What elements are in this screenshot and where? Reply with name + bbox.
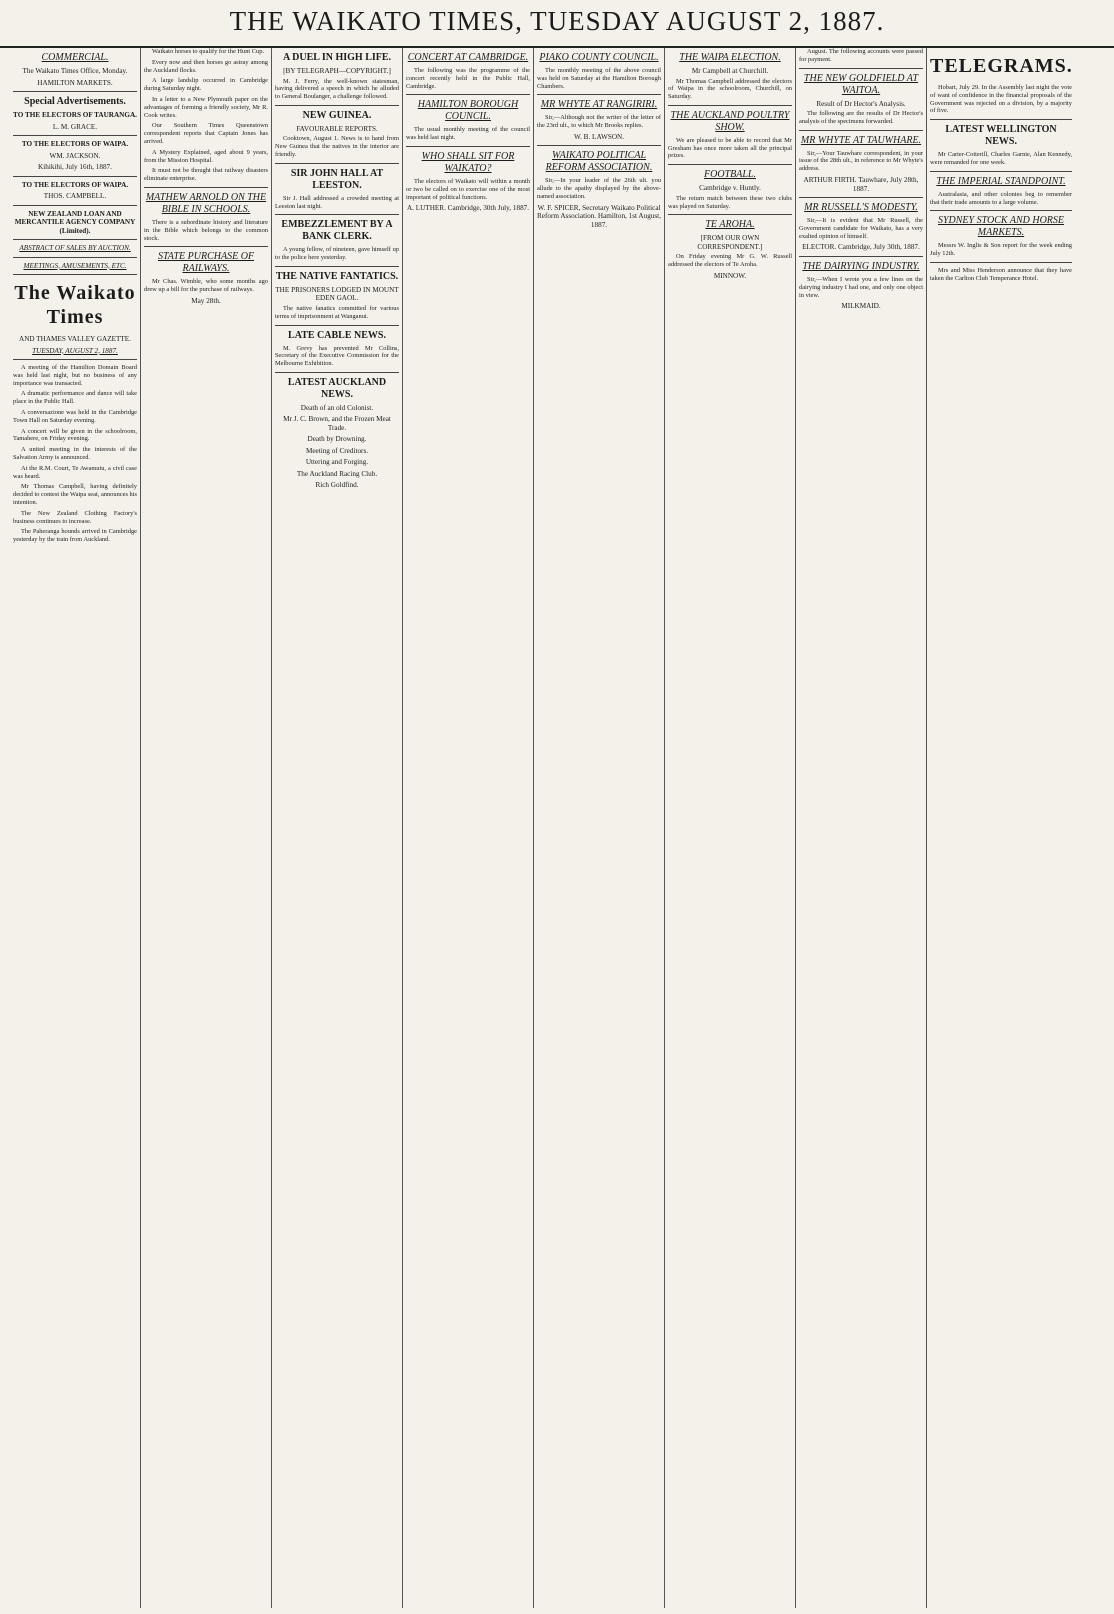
- heading-state-purchase: STATE PURCHASE OF RAILWAYS.: [157, 251, 255, 275]
- electors-tauranga: TO THE ELECTORS OF TAURANGA.: [13, 111, 137, 119]
- article-paragraph: A Mystery Explained, aged about 9 years, from the Mission Hospital.: [144, 148, 268, 164]
- column-3: [272, 48, 403, 1608]
- signed-jackson: WM. JACKSON.: [49, 151, 101, 160]
- electors-waipa: TO THE ELECTORS OF WAIPA.: [21, 140, 129, 148]
- article-paragraph: The monthly meeting of the above council was held on Saturday at the Hamilton Borough Chambers.: [537, 67, 661, 90]
- article-paragraph: The Paheranga hounds arrived in Cambridge yesterday by the train from Auckland.: [13, 528, 137, 544]
- article-paragraph: Sir J. Hall addressed a crowded meeting at Leeston last night.: [275, 194, 399, 210]
- column-8: [927, 48, 1075, 1608]
- heading-telegrams: TELEGRAMS.: [930, 55, 1073, 77]
- signature: A. LUTHER. Cambridge, 30th July, 1887.: [406, 204, 530, 213]
- paper-title: The Waikato Times: [14, 282, 136, 328]
- heading-te-aroha: TE AROHA.: [705, 219, 755, 231]
- heading-mathew-arnold: MATHEW ARNOLD ON THE BIBLE IN SCHOOLS.: [145, 191, 267, 215]
- article-paragraph: The following are the results of Dr Hector's analysis of the specimens forwarded.: [799, 110, 923, 125]
- heading-hamilton-borough: HAMILTON BOROUGH COUNCIL.: [417, 99, 519, 123]
- signature: ARTHUR FIRTH. Tauwhare, July 28th, 1887.: [803, 176, 919, 193]
- waipa-subtitle: Mr Campbell at Churchill.: [691, 67, 769, 75]
- article-paragraph: M. J. Ferry, the well-known statesman, having delivered a speech in which he alluded to General Boulanger, a challenge followed.: [275, 77, 399, 101]
- article-paragraph: Every now and then horses go astray among the Auckland flocks.: [144, 58, 268, 74]
- article-paragraph: Hobart, July 29. In the Assembly last night the vote of want of confidence in the financial proposals of the Government was rejected on a division, by a majority of five.: [930, 84, 1072, 115]
- date-line: TUESDAY, AUGUST 2, 1887.: [32, 346, 118, 355]
- heading-sydney-stock: SYDNEY STOCK AND HORSE MARKETS.: [937, 215, 1065, 239]
- paper-subtitle: AND THAMES VALLEY GAZETTE.: [19, 335, 131, 343]
- heading-dairying: THE DAIRYING INDUSTRY.: [802, 260, 920, 272]
- article-paragraph: A young fellow, of nineteen, gave himself up to the police here yesterday.: [275, 246, 399, 262]
- article-paragraph: We are pleased to be able to record that Mr Gresham has once more taken all the principal prizes.: [668, 136, 792, 160]
- heading-abstract: ABSTRACT OF SALES BY AUCTION.: [19, 244, 131, 252]
- football-subtitle: Cambridge v. Huntly.: [699, 184, 761, 193]
- electors-waipa-2: TO THE ELECTORS OF WAIPA.: [21, 180, 129, 189]
- article-paragraph: The following was the programme of the concert recently held in the Public Hall, Cambridge.: [406, 67, 530, 90]
- column-5: [534, 48, 665, 1608]
- article-paragraph: At the R.M. Court, Te Awamutu, a civil case was heard.: [13, 464, 137, 480]
- article-paragraph: On Friday evening Mr G. W. Russell addressed the electors of Te Aroha.: [668, 253, 792, 269]
- article-paragraph: A large landslip occurred in Cambridge during Saturday night.: [144, 77, 268, 93]
- article-paragraph: A united meeting in the interests of the Salvation Army is announced.: [13, 446, 137, 461]
- masthead: THE WAIKATO TIMES, TUESDAY AUGUST 2, 1887.: [0, 6, 1114, 48]
- article-paragraph: A meeting of the Hamilton Domain Board was held last night, but no business of any importance was transacted.: [13, 364, 137, 387]
- article-paragraph: Our Southern Times Queenstown correspondent reports that Captain Jones has arrived.: [144, 122, 268, 145]
- article-paragraph: The return match between these two clubs was played on Saturday.: [668, 194, 792, 210]
- signed-grace: L. M. GRACE.: [52, 122, 98, 131]
- article-paragraph: Sir,—When I wrote you a few lines on the dairying industry I had one, and only one object in view.: [799, 275, 923, 299]
- article-paragraph: Mr Thomas Campbell, having definitely decided to contest the Waipa seat, announces his intention.: [13, 483, 137, 506]
- duel-subtitle: [BY TELEGRAPH—COPYRIGHT.]: [283, 67, 391, 75]
- article-paragraph: Waikato horses to qualify for the Hunt Cup.: [152, 48, 265, 55]
- signature: W. F. SPICER, Secretary Waikato Political Reform Association. Hamilton, 1st August, 1887.: [537, 203, 661, 229]
- column-1: [10, 48, 141, 1608]
- heading-football: FOOTBALL.: [704, 169, 756, 181]
- column-2: [141, 48, 272, 1608]
- article-paragraph: It must not be thought that railway disasters eliminate enterprise.: [144, 167, 268, 183]
- article-paragraph: August. The following accounts were passed for payment.: [799, 48, 923, 63]
- hamilton-markets: HAMILTON MARKETS.: [37, 78, 113, 87]
- article-paragraph: The usual monthly meeting of the council was held last night.: [406, 126, 530, 142]
- article-paragraph: A concert will be given in the schoolroom, Tamahere, on Friday evening.: [13, 427, 137, 443]
- article-paragraph: Mr Carter-Cotterill, Charles Garnie, Alan Kennedy, were remanded for one week.: [930, 151, 1072, 166]
- article-paragraph: Sir,—In your leader of the 26th ult. you allude to the apathy displayed by the above-named association.: [537, 177, 661, 201]
- nz-loan: NEW ZEALAND LOAN AND MERCANTILE AGENCY COMPANY (Limited).: [14, 209, 136, 235]
- heading-waipa-election: THE WAIPA ELECTION.: [679, 52, 781, 63]
- goldfield-subtitle: Result of Dr Hector's Analysis.: [816, 99, 906, 108]
- signature: MILKMAID.: [841, 302, 881, 311]
- auckland-creditors: Meeting of Creditors.: [305, 446, 369, 455]
- heading-new-guinea: NEW GUINEA.: [302, 109, 372, 121]
- article-paragraph: Cooktown, August 1. News is to hand from New Guinea that the natives in the interior are friendly.: [275, 135, 399, 158]
- article-paragraph: Messrs W. Inglis & Son report for the week ending July 12th.: [930, 242, 1072, 258]
- native-subtitle: THE PRISONERS LODGED IN MOUNT EDEN GAOL.: [275, 285, 399, 303]
- article-paragraph: Australasia, and other colonies beg to remember that their trade amounts to a large volume.: [930, 190, 1072, 206]
- signature: ELECTOR. Cambridge, July 30th, 1887.: [802, 243, 920, 252]
- article-paragraph: The New Zealand Clothing Factory's business continues to increase.: [13, 509, 137, 525]
- heading-rangiriri: MR WHYTE AT RANGIRIRI.: [540, 99, 658, 111]
- heading-tauwhare: MR WHYTE AT TAUWHARE.: [800, 134, 922, 146]
- kihikihi-date: Kihikihi, July 16th, 1887.: [38, 163, 112, 171]
- signature: W. B. LAWSON.: [573, 132, 625, 141]
- auckland-brown: Mr J. C. Brown, and the Frozen Meat Trade.: [283, 415, 391, 432]
- column-6: [665, 48, 796, 1608]
- article-paragraph: Sir,—Although not the writer of the letter of the 23rd ult., to which Mr Brooks replies.: [537, 114, 661, 130]
- article-paragraph: Mr Chas. Wimble, who some months ago drew up a bill for the purchase of railways.: [144, 278, 268, 294]
- article-paragraph: Mr Thomas Campbell addressed the electors of Waipa in the schoolroom, Churchill, on Saturday.: [668, 77, 792, 101]
- heading-reform-association: WAIKATO POLITICAL REFORM ASSOCIATION.: [545, 150, 653, 174]
- article-paragraph: A dramatic performance and dance will take place in the Public Hall.: [13, 390, 137, 406]
- heading-meetings: MEETINGS, AMUSEMENTS, ETC.: [23, 261, 127, 270]
- heading-imperial-standpoint: THE IMPERIAL STANDPOINT.: [936, 175, 1066, 187]
- heading-who-shall-sit: WHO SHALL SIT FOR WAIKATO?: [421, 150, 515, 174]
- heading-poultry-show: THE AUCKLAND POULTRY SHOW.: [670, 109, 790, 133]
- heading-commercial: COMMERCIAL.: [41, 52, 109, 63]
- te-aroha-subtitle: [FROM OUR OWN CORRESPONDENT.]: [697, 234, 763, 251]
- auckland-racing: The Auckland Racing Club.: [296, 469, 378, 478]
- heading-piako: PIAKO COUNTY COUNCIL.: [539, 52, 659, 63]
- signed-campbell: THOS. CAMPBELL.: [43, 192, 107, 200]
- article-paragraph: Sir,—Your Tauwhare correspondent, in your issue of the 28th ult., in reference to Mr Whyte's address.: [799, 149, 923, 173]
- columns: [10, 48, 1106, 1608]
- auckland-gold: Rich Goldfind.: [315, 481, 359, 490]
- article-paragraph: A conversazione was held in the Cambridge Town Hall on Saturday evening.: [13, 408, 137, 424]
- heading-latest-wellington: LATEST WELLINGTON NEWS.: [945, 124, 1057, 148]
- auckland-death: Death of an old Colonist.: [300, 403, 374, 412]
- auckland-forging: Uttering and Forging.: [305, 458, 369, 467]
- commercial-sub: The Waikato Times Office, Monday.: [22, 67, 128, 75]
- article-paragraph: In a letter to a New Plymouth paper on the advantages of forming a friendly society, Mr R. Cook writes.: [144, 95, 268, 119]
- article-paragraph: Sir,—It is evident that Mr Russell, the Government candidate for Waikato, has a very exalted opinion of himself.: [799, 217, 923, 240]
- heading-native-fanatics: THE NATIVE FANTATICS.: [275, 270, 399, 282]
- signature: MINNOW.: [713, 271, 747, 280]
- heading-concert: CONCERT AT CAMBRIDGE.: [407, 52, 529, 63]
- heading-late-cable: LATE CABLE NEWS.: [288, 329, 386, 341]
- article-paragraph: The electors of Waikato will within a month or two be called on to exercise one of the most important of political functions.: [406, 177, 530, 201]
- article-paragraph: The native fanatics committed for various terms of imprisonment at Wanganui.: [275, 304, 399, 320]
- heading-latest-auckland: LATEST AUCKLAND NEWS.: [287, 376, 387, 400]
- article-paragraph: M. Grevy has prevented Mr Collins, Secretary of the Executive Commission for the Melbourne Exhibition.: [275, 344, 399, 368]
- guinea-subtitle: FAVOURABLE REPORTS.: [296, 124, 378, 133]
- signature: May 28th.: [191, 296, 221, 305]
- heading-special-ads: Special Advertisements.: [24, 96, 126, 107]
- article-paragraph: There is a subordinate history and literature in the Bible which belongs to the common stock.: [144, 218, 268, 242]
- heading-new-goldfield: THE NEW GOLDFIELD AT WAITOA.: [803, 72, 919, 96]
- heading-russell-modesty: MR RUSSELL'S MODESTY.: [804, 202, 918, 214]
- heading-sir-john-hall: SIR JOHN HALL AT LEESTON.: [290, 167, 384, 191]
- column-7: [796, 48, 927, 1608]
- heading-embezzlement: EMBEZZLEMENT BY A BANK CLERK.: [281, 219, 393, 243]
- heading-duel: A DUEL IN HIGH LIFE.: [282, 52, 392, 63]
- article-paragraph: Mrs and Miss Henderson announce that they have taken the Carlton Club Temperance Hotel.: [930, 266, 1072, 282]
- auckland-drowning: Death by Drowning.: [307, 435, 367, 444]
- column-4: [403, 48, 534, 1608]
